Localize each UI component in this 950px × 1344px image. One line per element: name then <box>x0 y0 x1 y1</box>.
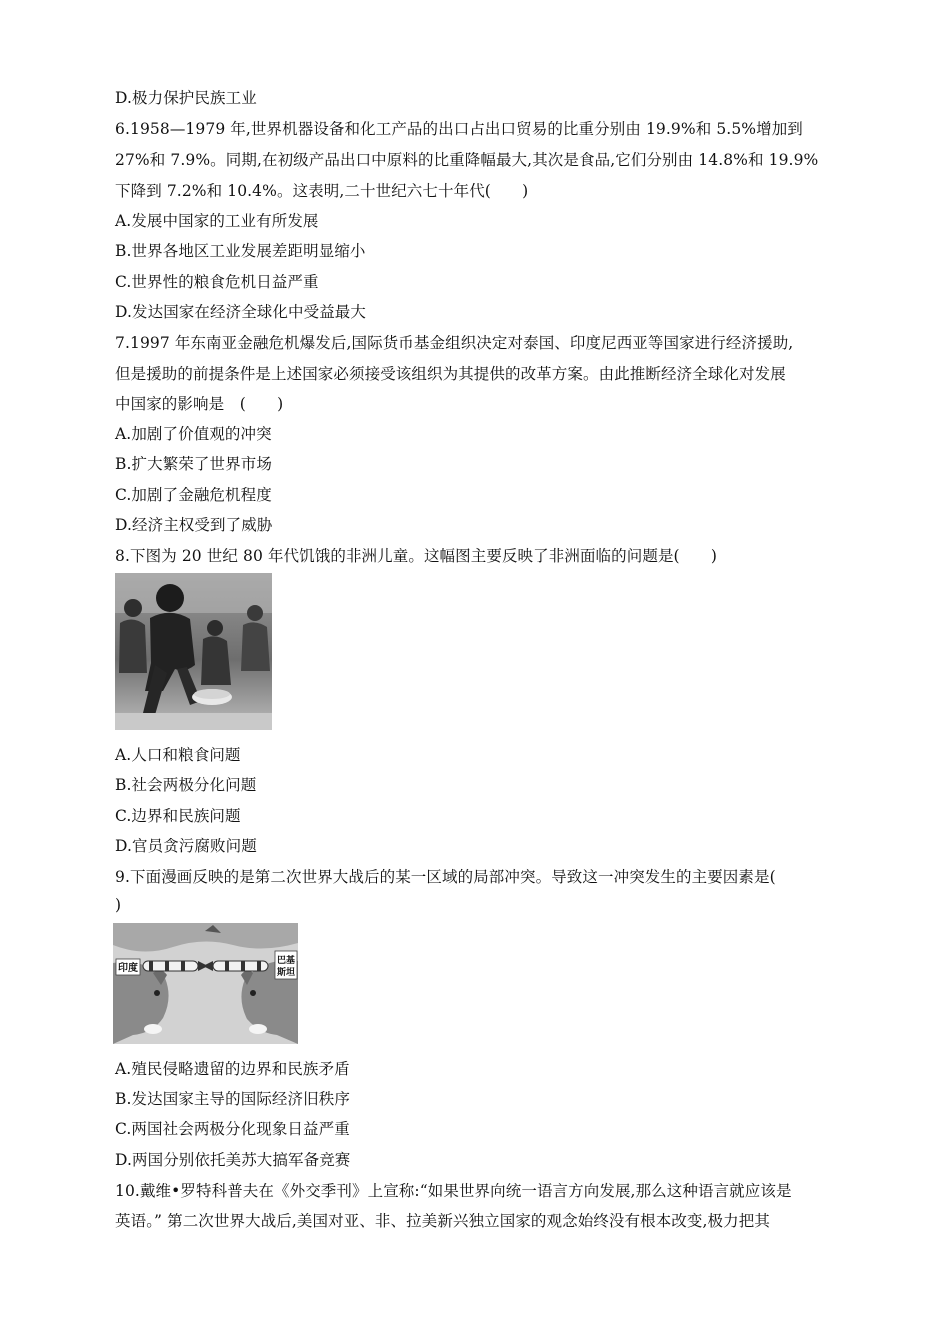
option-9b: B.发达国家主导的国际经济旧秩序 <box>115 1090 350 1108</box>
option-7a: A.加剧了价值观的冲突 <box>115 425 272 443</box>
question-6-line-3: 下降到 7.2%和 10.4%。这表明,二十世纪六七十年代( ) <box>115 182 529 200</box>
right-missile <box>203 961 268 971</box>
option-8d: D.官员贪污腐败问题 <box>115 837 257 855</box>
label-india: 印度 <box>118 963 138 974</box>
question-6-line-2: 27%和 7.9%。同期,在初级产品出口中原料的比重降幅最大,其次是食品,它们分别由 14.8%和 19.9% <box>115 151 819 169</box>
question-9-line-2: ) <box>115 896 122 914</box>
conflict-cartoon <box>113 923 298 1044</box>
option-7d: D.经济主权受到了威胁 <box>115 516 273 534</box>
question-7-line-3: 中国家的影响是 ( ) <box>115 395 284 413</box>
option-5d: D.极力保护民族工业 <box>115 89 257 107</box>
question-7-line-2: 但是援助的前提条件是上述国家必须接受该组织为其提供的改革方案。由此推断经济全球化对发展 <box>115 365 786 383</box>
question-9-line-1: 9.下面漫画反映的是第二次世界大战后的某一区域的局部冲突。导致这一冲突发生的主要因素是( <box>115 868 776 886</box>
cartoon-illustration <box>113 923 298 1044</box>
option-7c: C.加剧了金融危机程度 <box>115 486 272 504</box>
option-7b: B.扩大繁荣了世界市场 <box>115 455 272 473</box>
option-9c: C.两国社会两极分化现象日益严重 <box>115 1120 350 1138</box>
question-6-line-1: 6.1958—1979 年,世界机器设备和化工产品的出口占出口贸易的比重分别由 19.9%和 5.5%增加到 <box>115 120 803 138</box>
label-pakistan-2: 斯坦 <box>277 968 296 978</box>
option-6a: A.发展中国家的工业有所发展 <box>115 212 319 230</box>
option-8a: A.人口和粮食问题 <box>115 746 241 764</box>
starving-children-photo <box>115 573 272 730</box>
option-8c: C.边界和民族问题 <box>115 807 241 825</box>
option-6c: C.世界性的粮食危机日益严重 <box>115 273 319 291</box>
question-10-line-2: 英语。” 第二次世界大战后,美国对亚、非、拉美新兴独立国家的观念始终没有根本改变,极力把其 <box>115 1212 770 1230</box>
option-6b: B.世界各地区工业发展差距明显缩小 <box>115 242 366 260</box>
option-8b: B.社会两极分化问题 <box>115 776 257 794</box>
option-9a: A.殖民侵略遗留的边界和民族矛盾 <box>115 1060 350 1078</box>
label-pakistan-1: 巴基 <box>277 956 296 966</box>
left-missile <box>143 961 208 971</box>
question-7-line-1: 7.1997 年东南亚金融危机爆发后,国际货币基金组织决定对泰国、印度尼西亚等国家进行经济援助, <box>115 334 794 352</box>
option-6d: D.发达国家在经济全球化中受益最大 <box>115 303 367 321</box>
question-10-line-1: 10.戴维•罗特科普夫在《外交季刊》上宣称:“如果世界向统一语言方向发展,那么这种语言就应该是 <box>115 1182 792 1200</box>
option-9d: D.两国分别依托美苏大搞军备竞赛 <box>115 1151 351 1169</box>
question-8-stem: 8.下图为 20 世纪 80 年代饥饿的非洲儿童。这幅图主要反映了非洲面临的问题是( ) <box>115 547 718 565</box>
photo-illustration <box>115 573 272 730</box>
